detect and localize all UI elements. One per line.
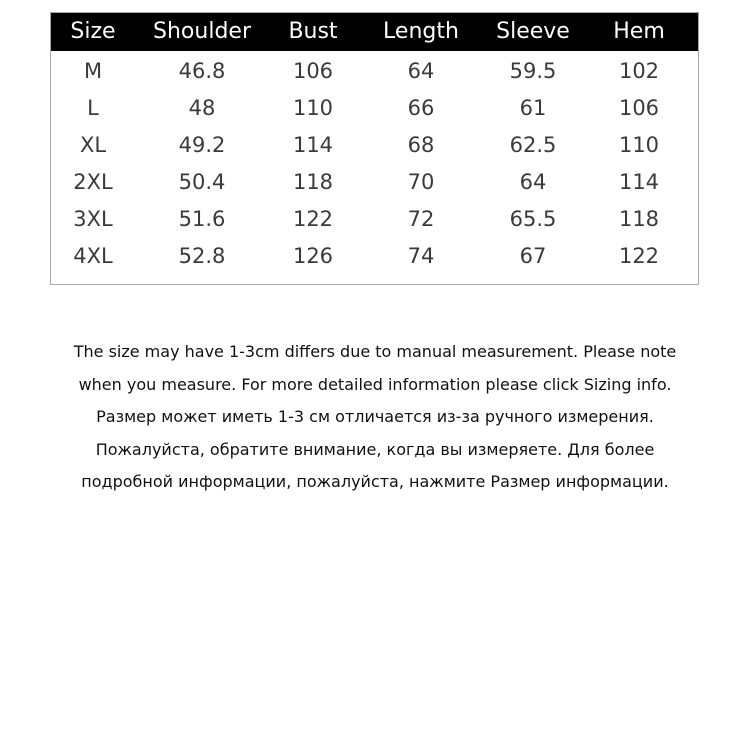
header-size: Size [70,19,116,44]
table-row [51,201,698,238]
table-row [51,127,698,164]
cell-bust: 106 [292,59,334,83]
cell-size: 2XL [73,170,113,194]
cell-shoulder: 48 [188,96,216,120]
table-row [51,238,698,275]
cell-length: 70 [407,170,435,194]
note-line-english-2: when you measure. For more detailed information please click Sizing info. [78,374,672,394]
header-hem: Hem [613,19,665,44]
header-shoulder: Shoulder [153,19,251,44]
note-line-english-1: The size may have 1-3cm differs due to manual measurement. Please note [73,342,677,361]
cell-length: 64 [407,59,435,83]
cell-sleeve: 61 [519,96,547,120]
cell-hem: 102 [618,59,660,83]
note-line-russian-3: подробной информации, пожалуйста, нажмите Размер информации. [81,472,669,491]
cell-sleeve: 64 [519,170,547,194]
cell-bust: 126 [292,244,334,268]
header-sleeve: Sleeve [496,19,570,44]
cell-bust: 110 [292,96,334,120]
cell-hem: 122 [618,244,660,268]
cell-sleeve: 59.5 [509,59,557,83]
cell-length: 68 [407,133,435,157]
cell-sleeve: 62.5 [509,133,557,157]
cell-size: L [87,96,99,120]
cell-bust: 122 [292,207,334,231]
table-row [51,53,698,90]
cell-size: 3XL [73,207,113,231]
cell-bust: 114 [292,133,334,157]
cell-length: 74 [407,244,435,268]
cell-shoulder: 49.2 [178,133,226,157]
cell-size: M [83,59,103,83]
cell-hem: 118 [618,207,660,231]
size-chart-table [50,12,699,285]
cell-shoulder: 46.8 [178,59,226,83]
cell-sleeve: 67 [519,244,547,268]
cell-shoulder: 51.6 [178,207,226,231]
cell-hem: 106 [618,96,660,120]
measurement-note [40,336,710,499]
cell-length: 66 [407,96,435,120]
header-length: Length [383,19,459,44]
header-bust: Bust [288,19,338,44]
cell-hem: 114 [618,170,660,194]
table-header-row [51,13,698,51]
cell-shoulder: 50.4 [178,170,226,194]
cell-sleeve: 65.5 [509,207,557,231]
cell-bust: 118 [292,170,334,194]
note-line-russian-2: Пожалуйста, обратите внимание, когда вы измеряете. Для более [95,439,655,459]
cell-size: 4XL [73,244,113,268]
table-row [51,164,698,201]
cell-hem: 110 [618,133,660,157]
cell-length: 72 [407,207,435,231]
note-line-russian-1: Размер может иметь 1-3 см отличается из-за ручного измерения. [96,407,654,426]
cell-shoulder: 52.8 [178,244,226,268]
table-row [51,90,698,127]
cell-size: XL [79,133,107,157]
